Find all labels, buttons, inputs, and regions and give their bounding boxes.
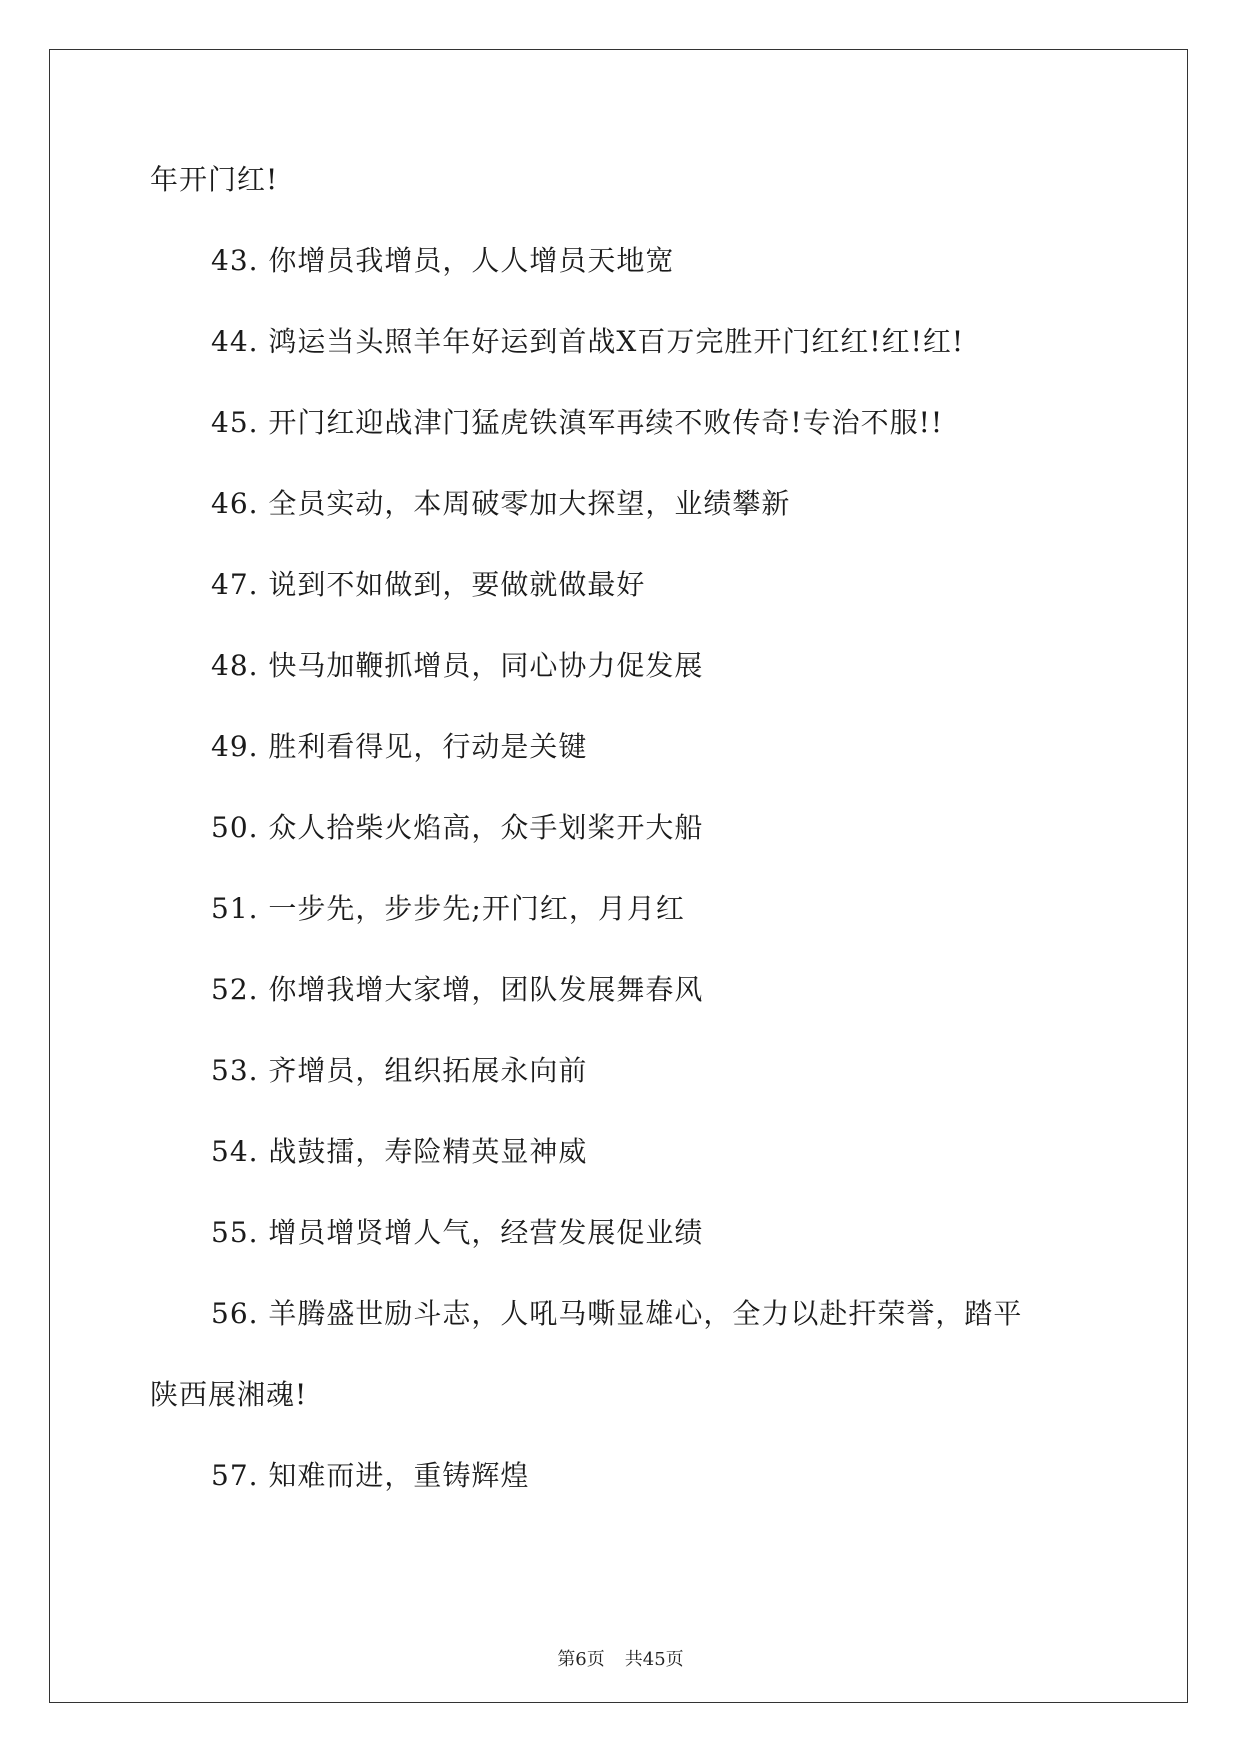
document-body — [150, 160, 1090, 1537]
list-item-55: 55. 增员增贤增人气，经营发展促业绩 — [211, 1216, 704, 1249]
page-footer — [0, 1648, 1241, 1672]
list-item-57: 57. 知难而进，重铸辉煌 — [211, 1459, 530, 1492]
list-item-48: 48. 快马加鞭抓增员，同心协力促发展 — [211, 649, 704, 682]
text-line: 年开门红! — [150, 163, 279, 196]
list-item-54: 54. 战鼓擂，寿险精英显神威 — [211, 1135, 588, 1168]
list-item-56: 56. 羊腾盛世励斗志，人吼马嘶显雄心，全力以赴扞荣誉，踏平 — [211, 1297, 1023, 1330]
list-item-50: 50. 众人拾柴火焰高，众手划桨开大船 — [211, 811, 704, 844]
list-item-45: 45. 开门红迎战津门猛虎铁滇军再续不败传奇!专治不服!! — [211, 406, 944, 439]
page-total: 共45页 — [624, 1649, 684, 1670]
list-item-51: 51. 一步先，步步先;开门红，月月红 — [211, 892, 685, 925]
list-item-52: 52. 你增我增大家增，团队发展舞春风 — [211, 973, 704, 1006]
list-item-53: 53. 齐增员，组织拓展永向前 — [211, 1054, 588, 1087]
list-item-49: 49. 胜利看得见，行动是关键 — [211, 730, 588, 763]
list-item-44: 44. 鸿运当头照羊年好运到首战X百万完胜开门红红!红!红! — [211, 325, 965, 358]
list-item-56-continuation: 陕西展湘魂! — [150, 1378, 308, 1411]
list-item-43: 43. 你增员我增员，人人增员天地宽 — [211, 244, 675, 277]
page-number: 第6页 — [557, 1649, 605, 1670]
list-item-47: 47. 说到不如做到，要做就做最好 — [211, 568, 646, 601]
list-item-46: 46. 全员实动，本周破零加大探望，业绩攀新 — [211, 487, 791, 520]
